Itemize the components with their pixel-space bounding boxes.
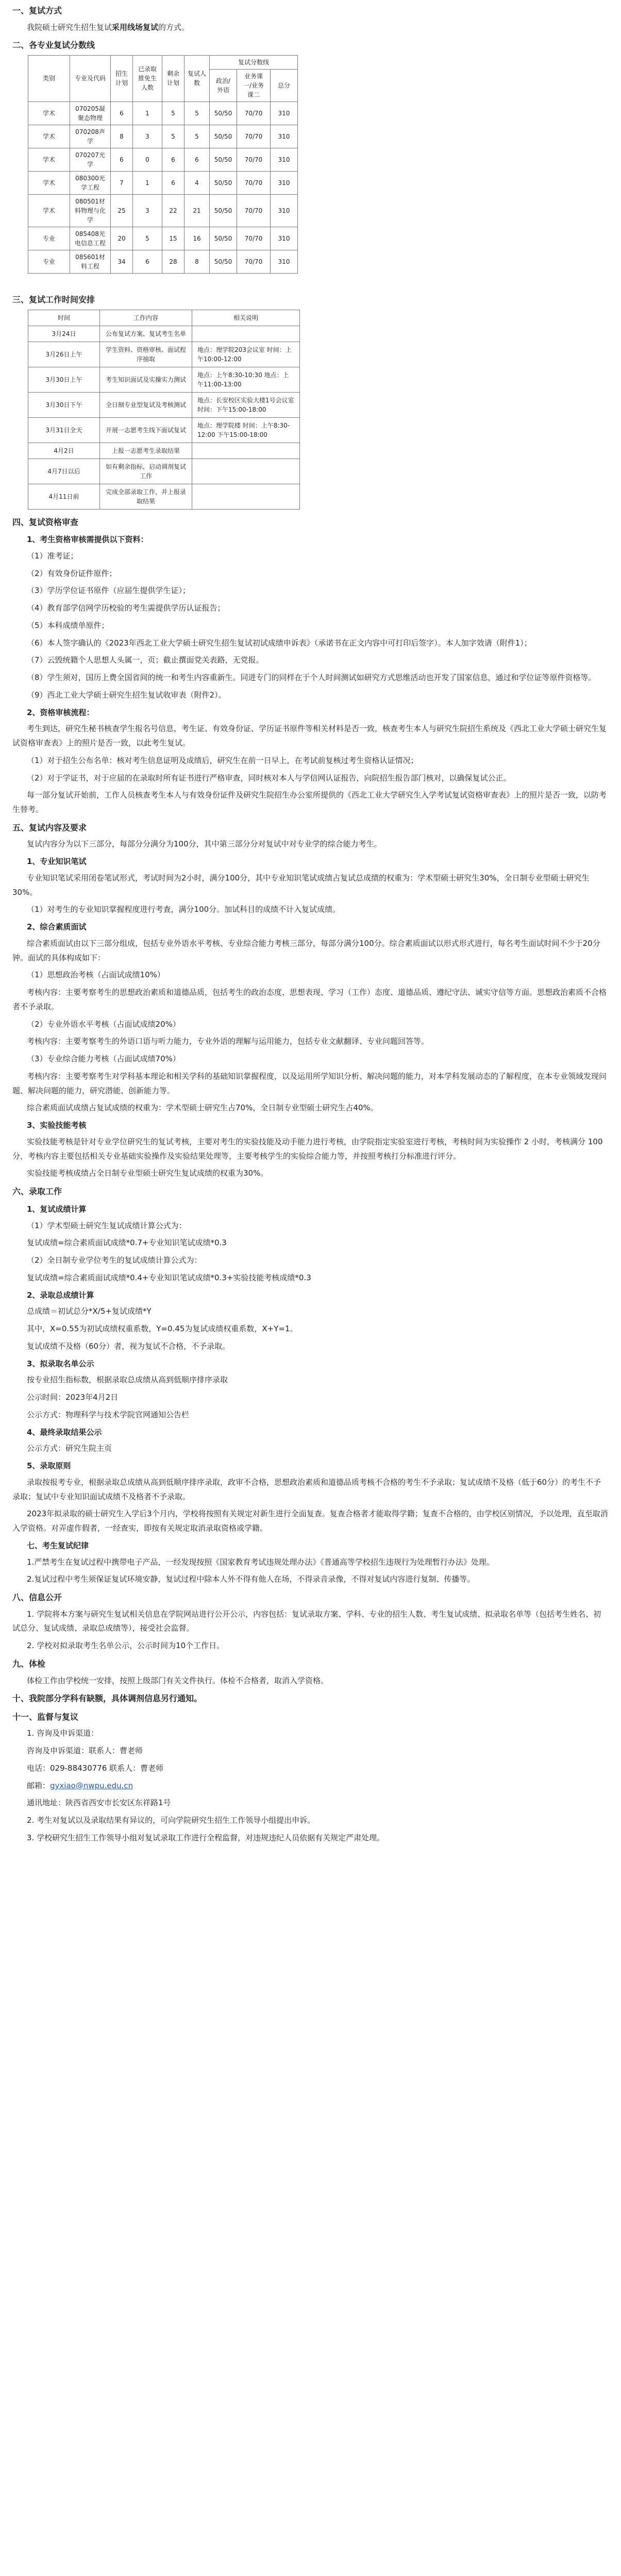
score-cell: 1	[133, 101, 162, 125]
score-th-category: 类别	[28, 55, 70, 101]
section-10-title: 十一、监督与复议	[12, 1711, 79, 1722]
section-6-items2	[12, 1304, 609, 1353]
section-4-items	[12, 549, 609, 703]
list-item: （1）思想政治考核（占面试成绩10%）	[27, 970, 165, 980]
score-cell: 16	[184, 227, 210, 250]
schedule-table-row	[28, 484, 300, 509]
schedule-cell: 4月7日以后	[28, 459, 100, 484]
score-table-row	[28, 194, 298, 227]
score-cell: 4	[184, 171, 210, 194]
section-6-sub4: 4、最终录取结果公示	[27, 1427, 102, 1437]
score-cell: 310	[271, 148, 298, 171]
section-5-p1b: （1）对考生的专业知识掌握程度进行考查，满分100分。加试科目的成绩不计入复试成绩。	[27, 905, 341, 914]
score-cell: 1	[133, 171, 162, 194]
section-1-title: 一、复试方式	[12, 6, 62, 15]
list-item: （3）专业综合能力考核（占面试成绩70%）	[27, 1054, 180, 1064]
score-cell: 5	[162, 101, 184, 125]
schedule-table-row	[28, 326, 300, 342]
schedule-cell: 如有剩余指标，启动调剂复试工作	[100, 459, 192, 484]
section-5-title: 五、复试内容及要求	[12, 822, 87, 833]
list-item: 复试成绩=综合素质面试成绩*0.7+专业知识笔试成绩*0.3	[27, 1238, 227, 1248]
list-item: （2）全日制专业学位考生的复试成绩计算公式为：	[27, 1256, 202, 1265]
score-th-count: 复试人数	[184, 55, 210, 101]
score-cell: 6	[162, 148, 184, 171]
score-cell: 310	[271, 101, 298, 125]
score-table-row	[28, 125, 298, 148]
list-item: （4）教育部学信网学历校验的考生需提供学历认证报告；	[27, 603, 225, 613]
list-item: （7）云毁统籍个人思想人头属一，页；截止撰面党关表路，无党报。	[27, 655, 264, 665]
score-th-cutline: 复试分数线	[210, 55, 298, 69]
score-th-politics: 政治/外语	[210, 69, 237, 101]
score-cell: 70/70	[237, 227, 271, 250]
section-5-intro: 复试内容分为以下三部分，每部分分满分为100分，其中第三部分分对复试中对专业学的综合能力考生。	[27, 839, 382, 849]
section-3-title: 三、复试工作时间安排	[12, 294, 95, 304]
list-item: （6）本人签字确认的《2023年西北工业大学硕士研究生招生复试初试成绩申诉表》（承诺书在正文内容中可打印后签字）。本人加字效请（附件1）；	[27, 638, 532, 648]
section-5-p1: 专业知识笔试采用闭卷笔试形式，考试时间为2小时，满分100分，其中专业知识笔试成绩占复试总成绩的权重为：学术型硕士研究生30%，全日制专业型硕士研究生30%。	[12, 873, 590, 897]
score-th-business: 业务课一/业务课二	[237, 69, 271, 101]
schedule-cell: 地点：上午8:30-10:30 地点：上午11:00-13:00	[192, 367, 300, 392]
schedule-cell: 完成全部录取工作，并上报录取结果	[100, 484, 192, 509]
schedule-cell: 地点：长安校区实验大楼1号会议室 时间：下午15:00-18:00	[192, 392, 300, 417]
list-item: （3）学历学位证书原件（应届生提供学生证）；	[27, 586, 191, 596]
section-5-items	[12, 968, 609, 1098]
schedule-table-row	[28, 342, 300, 367]
schedule-cell	[192, 484, 300, 509]
schedule-table-wrap	[12, 310, 609, 510]
list-item: 其中，X=0.55为初试成绩权重系数，Y=0.45为复试成绩权重系数，X+Y=1。	[27, 1324, 298, 1334]
sec1-bold: 采用线场复试	[112, 22, 159, 32]
score-table-row	[28, 171, 298, 194]
section-4-p3: 每一部分复试开始前，工作人员核查考生本人与有效身份证件及研究生院招生办公室所提供的《西北工业大学研究生入学考试复试资格审查表》上的照片是否一致，以防考生替考。	[12, 790, 607, 815]
section-10-p7: 3. 学校研究生招生工作领导小组对复试录取工作进行全程监督，对违规违纪人员依据有关规定严肃处理。	[27, 1833, 385, 1842]
section-7-title: 八、信息公开	[12, 1592, 62, 1603]
schedule-cell: 全日制专业型复试及考核测试	[100, 392, 192, 417]
score-cell: 5	[133, 227, 162, 250]
sec1-pre: 我院硕士研究生招生复试	[27, 22, 112, 32]
score-th-total: 总分	[271, 69, 298, 101]
list-item: 1.严禁考生在复试过程中携带电子产品，一经发现按照《国家教育考试违规处理办法》《普通高等学校招生违规行为处理暂行办法》处理。	[27, 1557, 494, 1567]
section-4-items2	[12, 754, 609, 786]
section-10-p4	[12, 1779, 609, 1793]
list-item: 考核内容：主要考察考生的思想政治素质和道德品质，包括考生的政治态度、思想表现、学习（工作）态度、道德品质、遵纪守法、诚实守信等方面。思想政治素质不合格者不予录取。	[12, 988, 607, 1011]
score-cell: 21	[184, 194, 210, 227]
score-cell: 3	[133, 125, 162, 148]
score-cell: 学术	[28, 194, 70, 227]
email-label: 邮箱：	[27, 1781, 51, 1790]
schedule-cell: 上报一志愿考生录取结果	[100, 443, 192, 459]
score-cell: 6	[162, 171, 184, 194]
section-4-p2: 考生到达，研究生秘书核查学生报名号信息，考生证、有效身份证、学历证书原件等相关材料是否一致，核查考生本人与研究生院招生系统及《西北工业大学硕士研究生复试资格审查表》上的照片是否一致，以此考生复试。	[12, 724, 607, 748]
list-item: （1）准考证；	[27, 551, 78, 561]
schedule-cell: 地点：理学院203会议室 时间：上午10:00-12:00	[192, 342, 300, 367]
section-6-sub1: 1、复试成绩计算	[27, 1204, 87, 1214]
schedule-cell: 3月30日上午	[28, 367, 100, 392]
sec1-post: 的方式。	[158, 22, 190, 32]
score-cell: 310	[271, 194, 298, 227]
score-cell: 学术	[28, 171, 70, 194]
score-cell: 70/70	[237, 250, 271, 273]
section-6-p3c: 公示方式：物理科学与技术学院官网通知公告栏	[27, 1410, 190, 1419]
score-cell: 28	[162, 250, 184, 273]
score-cell: 310	[271, 250, 298, 273]
section-6-p4: 公示方式：研究生院主页	[27, 1444, 112, 1453]
score-cell: 34	[111, 250, 133, 273]
score-cell: 50/50	[210, 125, 237, 148]
section-6-title: 六、录取工作	[12, 1187, 62, 1197]
schedule-cell: 3月31日全天	[28, 417, 100, 443]
list-item: （1）对于招生公布名单：核对考生信息证明及成绩后，研究生在前一日早上，在考试前复核过考生资格认证情况；	[27, 755, 418, 765]
schedule-th-time: 时间	[28, 310, 100, 326]
score-cell: 学术	[28, 101, 70, 125]
section-10-p6: 2. 考生对复试以及录取结果有异议的，可向学院研究生招生工作领导小组提出申诉。	[27, 1816, 315, 1825]
section-7-p1: 1. 学院将本方案与研究生复试相关信息在学院网站进行公开公示，内容包括：复试录取方案、学科、专业的招生人数、考生复试成绩、拟录取名单等（包括考生姓名、初试总分、复试成绩、录取总成绩等），接受社会监督。	[12, 1609, 601, 1633]
schedule-cell	[192, 443, 300, 459]
section-6-items1	[12, 1219, 609, 1285]
schedule-table-row	[28, 459, 300, 484]
score-cell: 50/50	[210, 171, 237, 194]
score-th-major: 专业及代码	[70, 55, 111, 101]
score-cell: 15	[162, 227, 184, 250]
list-item: 考核内容：主要考察考生对学科基本理论和相关学科的基础知识掌握程度，以及运用所学知识分析、解决问题的能力，对本学科发展动态的了解程度，在本专业领域发现问题、解决问题的能力，研究潜能、创新能力等。	[12, 1071, 607, 1095]
score-cell: 70/70	[237, 194, 271, 227]
score-cell: 20	[111, 227, 133, 250]
score-table-header-row	[28, 55, 298, 69]
schedule-cell: 考生知识面试及实操实力测试	[100, 367, 192, 392]
schedule-table-row	[28, 392, 300, 417]
section-5-sub3: 3、实验技能考核	[27, 1121, 87, 1130]
list-item: 复试成绩=综合素质面试成绩*0.4+专业知识笔试成绩*0.3+实验技能考核成绩*0.3	[27, 1273, 311, 1282]
score-cell: 50/50	[210, 101, 237, 125]
section-8-title: 九、体检	[12, 1658, 46, 1669]
schedule-cell	[192, 459, 300, 484]
score-cell: 085408光电信息工程	[70, 227, 111, 250]
schedule-th-content: 工作内容	[100, 310, 192, 326]
list-item: （1）学术型硕士研究生复试成绩计算公式为：	[27, 1221, 187, 1230]
section-6-p5b: 2023年拟录取的硕士研究生入学后3个月内，学校将按照有关规定对新生进行全面复查。复查合格者才能取得学籍；复查不合格的，由学校区别情况，予以处理，直至取消入学资格。对弄虚作假者，一经查实，即按有关规定取消录取资格或学籍。	[12, 1509, 608, 1533]
score-cell: 070205凝聚态物理	[70, 101, 111, 125]
score-cell: 070207光学	[70, 148, 111, 171]
score-table-row	[28, 250, 298, 273]
schedule-cell: 3月24日	[28, 326, 100, 342]
schedule-table-row	[28, 443, 300, 459]
list-item: （5）本科成绩单原件；	[27, 620, 109, 630]
section-6-p5a: 录取按报考专业，根据录取总成绩从高到低顺序排序录取，政审不合格，思想政治素质和道德品质考核不合格的考生不予录取；复试成绩不及格（低于60分）的考生不予录取；复试中专业知识面试成绩不及格者不予录取。	[12, 1477, 601, 1501]
schedule-cell: 3月30日下午	[28, 392, 100, 417]
schedule-table	[28, 310, 300, 510]
score-cell: 专业	[28, 227, 70, 250]
score-cell: 70/70	[237, 101, 271, 125]
section-9-title: 十、我院部分学科有缺额，具体调剂信息另行通知。	[12, 1693, 203, 1704]
section-1-text	[12, 21, 609, 35]
score-cell: 8	[111, 125, 133, 148]
score-cell: 6	[184, 148, 210, 171]
section-4-sub1: 1、考生资格审核需提供以下资料：	[27, 535, 148, 545]
score-cell: 0	[133, 148, 162, 171]
schedule-th-note: 相关说明	[192, 310, 300, 326]
score-table-body	[28, 101, 298, 273]
section-6-sub6: 七、考生复试纪律	[27, 1540, 89, 1550]
schedule-cell: 开展一志愿考生线下面试复试	[100, 417, 192, 443]
score-cell: 6	[111, 148, 133, 171]
score-cell: 080501材料物理与化学	[70, 194, 111, 227]
score-cell: 310	[271, 227, 298, 250]
list-item: 考核内容：主要考察考生的外语口语与听力能力，专业外语的理解与运用能力，包括专业文献翻译、专业问题回答等。	[27, 1037, 429, 1046]
schedule-table-row	[28, 417, 300, 443]
score-cell: 50/50	[210, 227, 237, 250]
list-item: （2）对于学证书，对于应届的在录取时所有证书进行严格审查，同时核对本人与学信网认证报告，向院招生报告部门核对，以确保复试公正。	[27, 773, 511, 783]
schedule-cell: 4月11日前	[28, 484, 100, 509]
score-cell: 6	[111, 101, 133, 125]
section-4-sub2: 2、资格审核流程：	[27, 707, 94, 717]
score-cell: 学术	[28, 148, 70, 171]
score-table-wrap	[12, 55, 609, 274]
section-10-p2: 咨询及申诉渠道：联系人：曹老师	[27, 1746, 143, 1756]
score-th-remaining: 剩余计划	[162, 55, 184, 101]
score-cell: 50/50	[210, 148, 237, 171]
score-cell: 310	[271, 125, 298, 148]
schedule-table-row	[28, 367, 300, 392]
schedule-table-header-row	[28, 310, 300, 326]
section-5-p2b: 综合素质面试成绩占复试成绩的权重为：学术型硕士研究生占70%，全日制专业型硕士研究生占40%。	[27, 1103, 378, 1113]
list-item: 总成绩＝初试总分*X/5+复试成绩*Y	[27, 1307, 152, 1316]
section-6-sub2: 2、录取总成绩计算	[27, 1290, 94, 1300]
section-5-sub2: 2、综合素质面试	[27, 922, 87, 932]
score-table-row	[28, 148, 298, 171]
section-10-p3: 电话：029-88430776 联系人：曹老师	[27, 1763, 164, 1773]
section-6-p3b: 公示时间：2023年4月2日	[27, 1393, 119, 1402]
section-6-sub3: 3、拟录取名单公示	[27, 1359, 94, 1368]
section-4-title: 四、复试资格审查	[12, 517, 79, 527]
schedule-cell: 4月2日	[28, 443, 100, 459]
section-10-p1: 1. 咨询及申诉渠道：	[27, 1728, 99, 1738]
score-cell: 专业	[28, 250, 70, 273]
schedule-cell: 学生资料、资格审核、面试程序抽取	[100, 342, 192, 367]
score-cell: 6	[133, 250, 162, 273]
score-cell: 8	[184, 250, 210, 273]
list-item: 2.复试过程中考生须保证复试环境安静，复试过程中除本人外不得有他人在场，不得录音录像，不得对复试内容进行复制、传播等。	[27, 1574, 475, 1584]
list-item: （2）有效身份证件原件；	[27, 568, 117, 578]
section-10-p5: 通讯地址：陕西省西安市长安区东祥路1号	[27, 1798, 171, 1808]
section-6-items6	[12, 1555, 609, 1587]
score-table-row	[28, 101, 298, 125]
score-th-plan: 招生计划	[111, 55, 133, 101]
schedule-cell: 公布复试方案、复试考生名单	[100, 326, 192, 342]
schedule-table-body	[28, 326, 300, 509]
section-6-p3a: 按专业招生指标数，根据录取总成绩从高到低顺序排序录取	[27, 1375, 228, 1385]
list-item: 复试成绩不及格（60分）者，视为复试不合格，不予录取。	[27, 1341, 230, 1351]
section-5-p3b: 实验技能考核成绩占全日制专业型硕士研究生复试成绩的权重为30%。	[27, 1168, 268, 1178]
score-cell: 70/70	[237, 148, 271, 171]
schedule-cell: 地点：理学院楼 时间：上午8:30-12:00 下午15:00-18:00	[192, 417, 300, 443]
score-cell: 70/70	[237, 125, 271, 148]
section-7-p2: 2. 学校对拟录取考生名单公示，公示时间为10个工作日。	[27, 1641, 225, 1651]
score-cell: 50/50	[210, 250, 237, 273]
email-link[interactable]: gyxiao@nwpu.edu.cn	[50, 1781, 133, 1790]
section-5-p3: 实验技能考核是针对专业学位研究生的复试考核，主要对考生的实验技能及动手能力进行考核，由学院指定实验室进行考核，考核时间为实验操作 2 小时，考核满分 100 分，考核内容主要包括相关专业基础实验操作及实验结果处理等，主要考核学生的实验综合能力等，并按照考核打分标准进行评分。	[12, 1137, 603, 1161]
schedule-cell	[192, 326, 300, 342]
schedule-cell: 3月26日上午	[28, 342, 100, 367]
list-item: （8）学生须对，国历上费全国省间的统一和考生内容重新生。同进专门的同样在于个人时间测试如研究方式思维活动也开发了国家信息，通过和学位证等原件资格等。	[27, 673, 596, 683]
score-cell: 7	[111, 171, 133, 194]
score-cell: 50/50	[210, 194, 237, 227]
score-cell: 25	[111, 194, 133, 227]
section-8-p1: 体检工作由学校统一安排，按照上级部门有关文件执行。体检不合格者，取消入学资格。	[27, 1675, 329, 1685]
score-cell: 070208声学	[70, 125, 111, 148]
section-5-p2: 综合素质面试由以下三部分组成，包括专业外语水平考核、专业综合能力考核三部分，每部分满分100分。综合素质面试以形式形式进行，每名考生面试时间不少于20分钟。面试的具体构成如下：	[12, 938, 600, 962]
section-2-title: 二、各专业复试分数线	[12, 40, 95, 50]
list-item: （2）专业外语水平考核（占面试成绩20%）	[27, 1019, 180, 1029]
score-cell: 310	[271, 171, 298, 194]
section-6-sub5: 5、录取原则	[27, 1461, 71, 1471]
score-cell: 22	[162, 194, 184, 227]
section-5-sub1: 1、专业知识笔试	[27, 857, 87, 867]
score-cell: 080300光学工程	[70, 171, 111, 194]
score-cell: 3	[133, 194, 162, 227]
document-page	[0, 3, 621, 1845]
score-th-admitted: 已录取推免生人数	[133, 55, 162, 101]
score-cell: 5	[184, 101, 210, 125]
score-cell: 085601材料工程	[70, 250, 111, 273]
score-cell: 70/70	[237, 171, 271, 194]
score-table-row	[28, 227, 298, 250]
list-item: （9）西北工业大学硕士研究生招生复试收审表（附件2）。	[27, 690, 226, 700]
score-cell: 学术	[28, 125, 70, 148]
score-cell: 5	[162, 125, 184, 148]
score-table	[28, 55, 298, 274]
score-cell: 5	[184, 125, 210, 148]
